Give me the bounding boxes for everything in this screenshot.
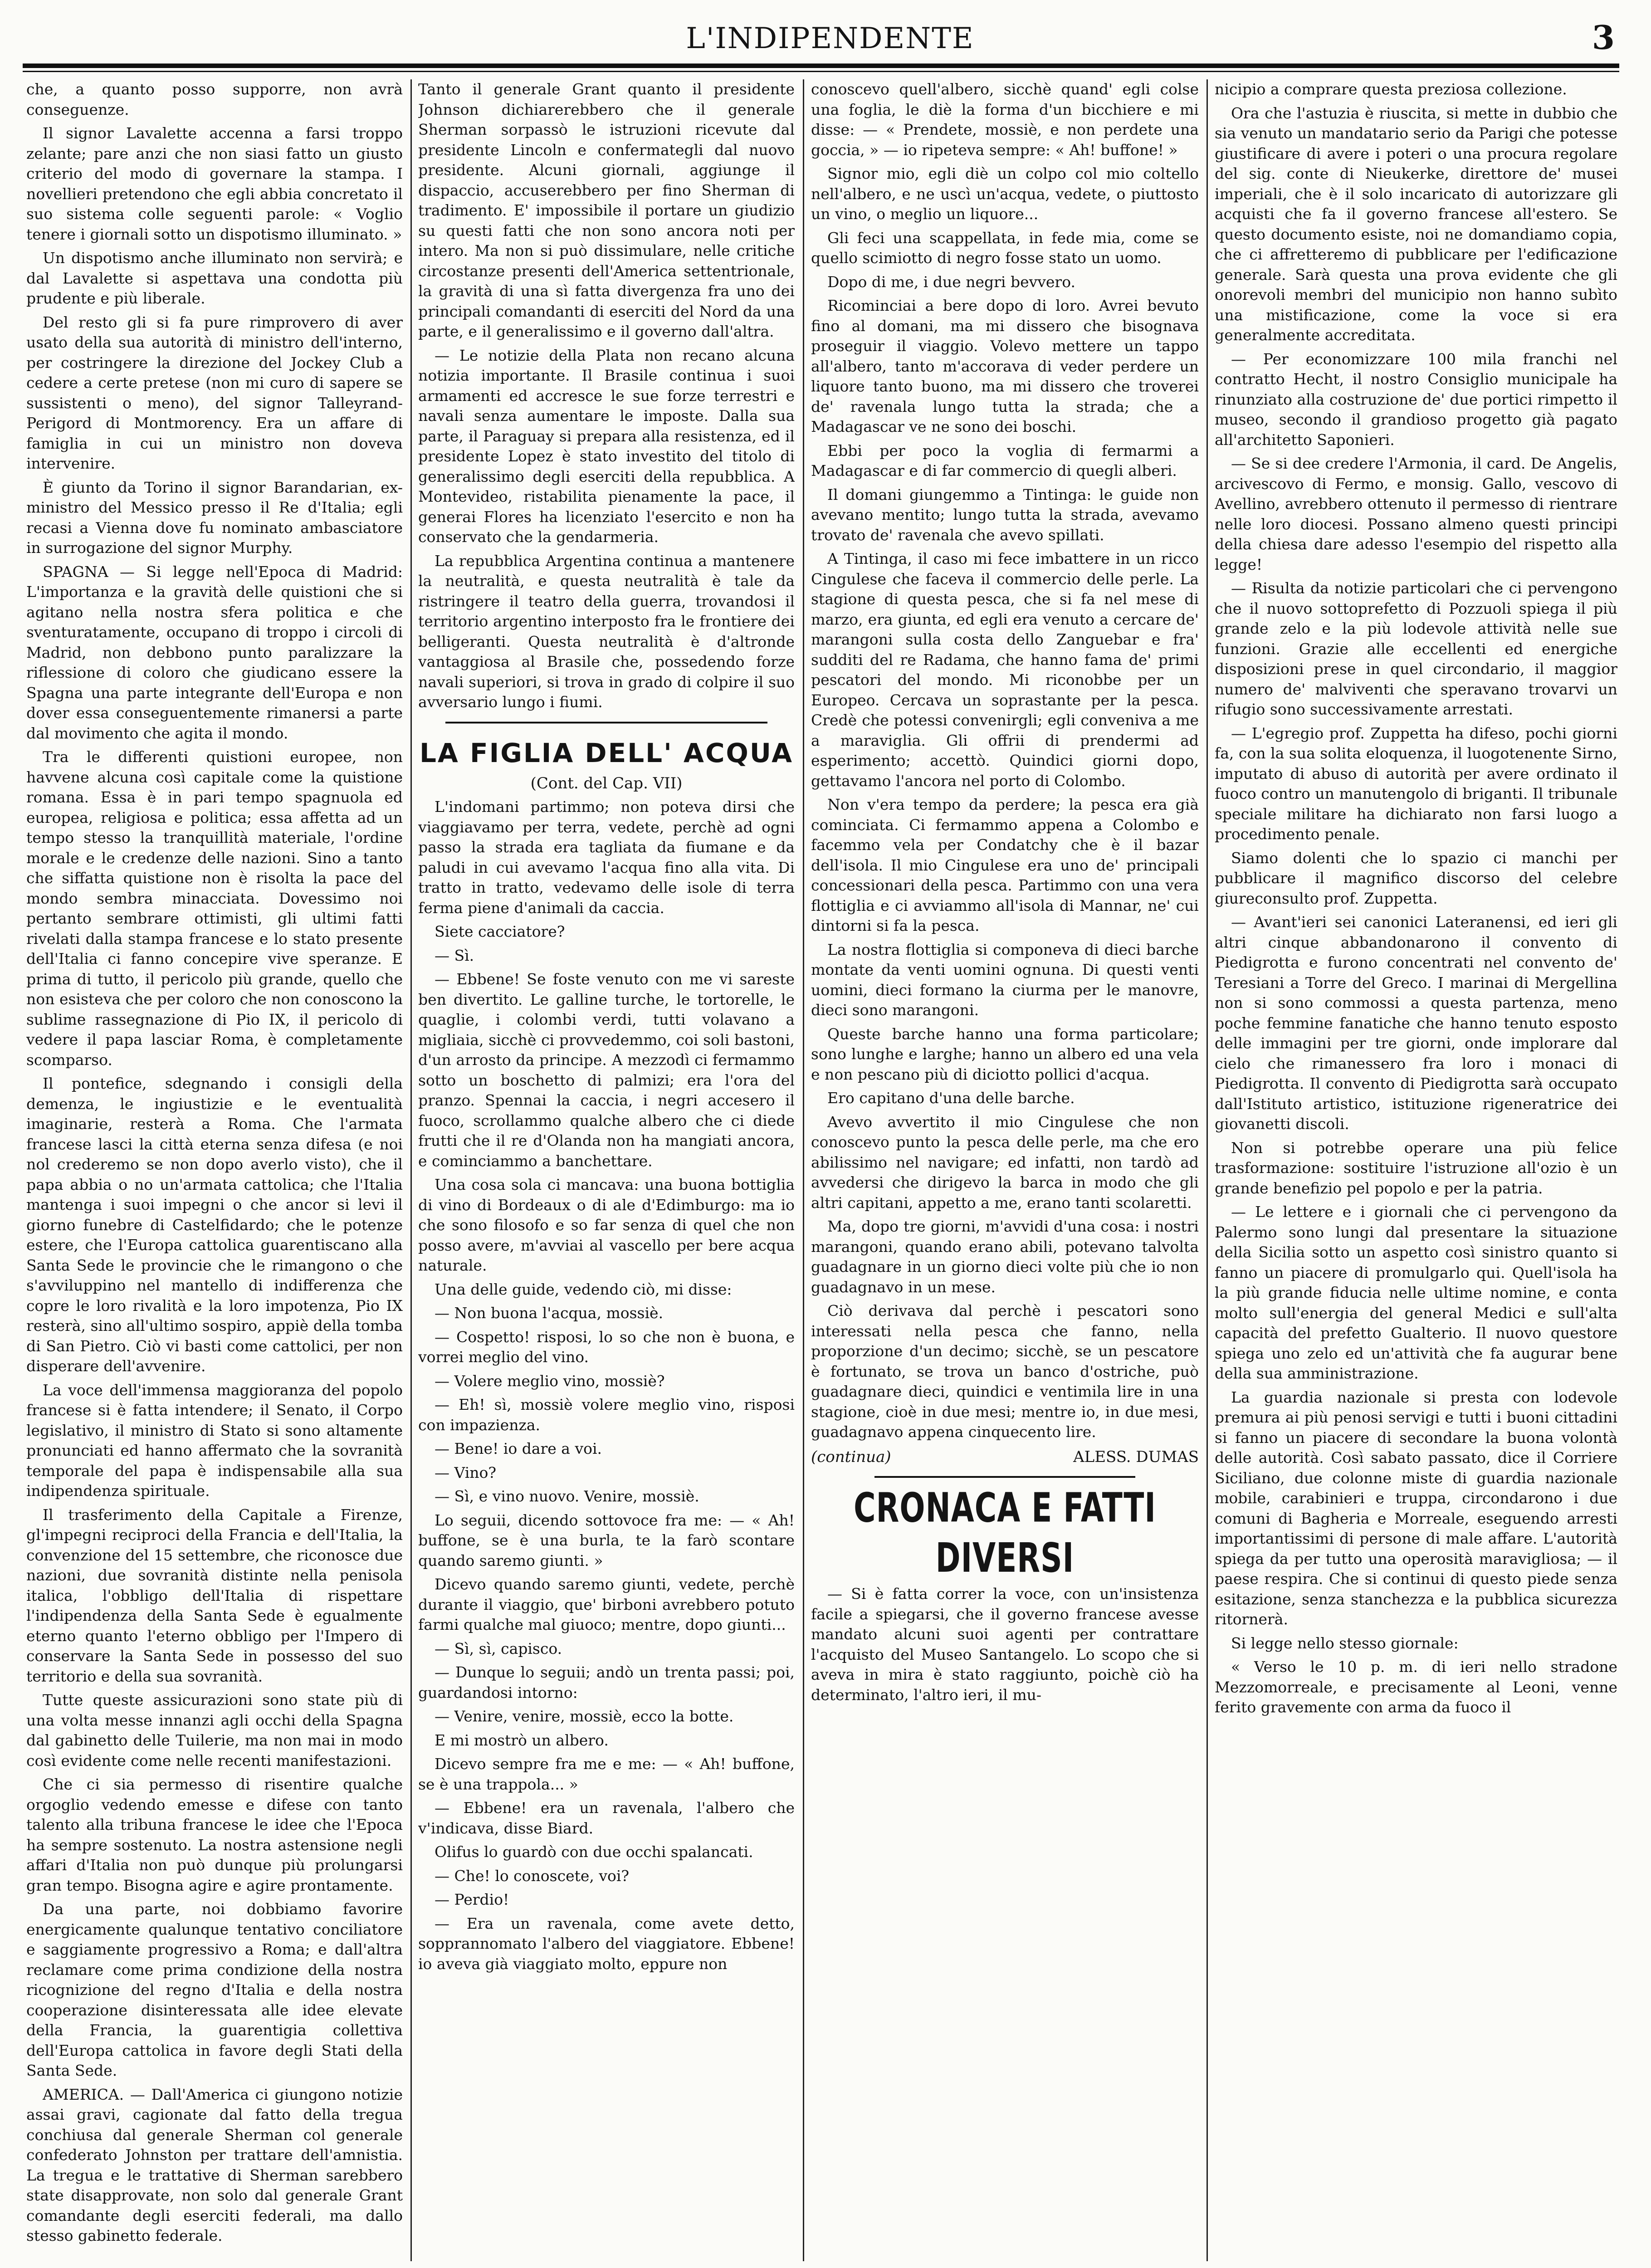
paragraph: — Bene! io dare a voi.: [435, 1440, 602, 1457]
paragraph: che, a quanto posso supporre, non avrà conseguenze.: [26, 80, 403, 118]
paragraph: — L'egregio prof. Zuppetta ha difeso, pochi giorni fa, con la sua solita eloquenza, il luogotenente Sirno, imputato di abuso di autorità per avere ordinato il fuoco contro un manutengolo di briganti. Il tribunale speciale militare ha dichiarato non farsi luogo a procedimento penale.: [1215, 724, 1617, 843]
paragraph: Da una parte, noi dobbiamo favorire energicamente qualunque tentativo conciliatore e saggiamente progressivo a Roma; e dall'altra reclamare come prima condizione della nostra ricognizione del regno d'Italia e della nostra cooperazione disinteressata alle idee elevate della Francia, la guarentigia collettiva dell'Europa cattolica in favore degli Stati della Santa Sede.: [26, 1900, 403, 2079]
paragraph: Non v'era tempo da perdere; la pesca era già cominciata. Ci fermammo appena a Colombo e facemmo vela per Condatchy che è il bazar dell'isola. Il mio Cingulese era uno de' principali concessionari della pesca. Partimmo con una vera flottiglia e ci avviammo all'isola di Mannar, ne' cui dintorni si fa la pesca.: [811, 796, 1199, 934]
paragraph: Ma, dopo tre giorni, m'avvidi d'una cosa: i nostri marangoni, quando erano abili, potevano talvolta guadagnare in un giorno dieci volte più che io non guadagnavo in un mese.: [811, 1217, 1199, 1296]
paragraph: — Perdio!: [435, 1891, 509, 1908]
paragraph: — Era un ravenala, come avete detto, sopprannomato l'albero del viaggiatore. Ebbene! io aveva già viaggiato molto, eppure non: [418, 1914, 795, 1973]
paragraph: Avevo avvertito il mio Cingulese che non conoscevo punto la pesca delle perle, ma che ero abilissimo nel navigare; ed infatti, non tardò ad avvedersi che dirigevo la barca in modo che gli altri capitani, appetto a me, erano tanti scolaretti.: [811, 1113, 1199, 1212]
paragraph: Il pontefice, sdegnando i consigli della demenza, le ingiustizie e le eventualità imaginarie, resterà a Roma. Che l'armata francese lasci la città eterna senza difesa (e noi nol crederemo se non dopo averlo visto), che il papa abbia o no un'armata cattolica; che l'Italia mantenga i suoi impegni o che ancor si levi il giorno funebre di Castelfidardo; che le potenze estere, che l'Europa cattolica guarentiscano alla Santa Sede le provincie che le rimangono o che s'avviluppino nel mantello di indifferenza che copre le loro rivalità e la loro impotenza, Pio IX resterà, sino all'ultimo sospiro, appiè della tomba di San Pietro. Ciò vi basti come cattolici, per non disperare dell'avvenire.: [26, 1075, 403, 1375]
paragraph: Siete cacciatore?: [435, 923, 565, 940]
paragraph: Queste barche hanno una forma particolare; sono lunghe e larghe; hanno un albero ed una vela e non pescano più di diciotto pollici d'acqua.: [811, 1025, 1199, 1083]
paragraph: A Tintinga, il caso mi fece imbattere in un ricco Cingulese che faceva il commercio delle perle. La stagione di questa pesca, che si fa nel mese di marzo, era giunta, ed egli era venuto a cercare de' marangoni sulla costa dello Zanguebar e fra' sudditi del re Radama, che hanno fama de' primi pescatori del mondo. Mi riconobbe per un Europeo. Cercava un soprastante per la pesca. Credè che potessi convenirgli; egli conveniva a me a maraviglia. Gli offrii di prendermi ad esperimento; accettò. Quindici giorni dopo, gettavamo l'ancora nel porto di Colombo.: [811, 550, 1199, 790]
paragraph: AMERICA. — Dall'America ci giungono notizie assai gravi, cagionate dal fatto della tregua conchiusa dal generale Sherman col generale confederato Johnston per trattare dell'amnistia. La tregua e le trattative di Sherman sarebbero state disapprovate, non solo dal generale Grant comandante degli eserciti federali, ma dallo stesso gabinetto federale.: [26, 2085, 403, 2244]
paragraph: — Sì.: [435, 946, 474, 964]
paragraph: Lo seguii, dicendo sottovoce fra me: — « Ah! buffone, se è una burla, te la farò scontare quando saremo giunti. »: [418, 1511, 795, 1569]
column-2: [418, 79, 795, 2257]
paragraph: conoscevo quell'albero, sicchè quand' egli colse una foglia, le diè la forma d'un bicchiere e mi disse: — « Prendete, mossiè, e non perdete una goccia, » — io ripeteva sempre: « Ah! buffone! »: [811, 80, 1199, 159]
paragraph: — Ebbene! era un ravenala, l'albero che v'indicava, disse Biard.: [418, 1799, 795, 1837]
paragraph: — Le notizie della Plata non recano alcuna notizia importante. Il Brasile continua i suoi armamenti ed accresce le sue forze terrestri e navali senza aumentare le imposte. Dalla sua parte, il Paraguay si prepara alla resistenza, ed il presidente Lopez è stato investito del titolo di generalissimo degli eserciti della repubblica. A Montevideo, ristabilita pienamente la pace, il generai Flores ha licenziato l'esercito e non ha conservato che la gendarmeria.: [418, 346, 795, 546]
paragraph: — Sì, e vino nuovo. Venire, mossiè.: [435, 1487, 699, 1505]
paragraph: — Ebbene! Se foste venuto con me vi sareste ben divertito. Le galline turche, le tortorelle, le quaglie, i colombi verdi, tutti volavano a migliaia, sicchè ci provvedemmo, coi soli bastoni, d'un arrosto da principe. A mezzodì ci fermammo sotto un boschetto di palmizi; era l'ora del pranzo. Spennai la caccia, i negri accesero il fuoco, scrollammo qualche albero che ci diede frutti che il re d'Olanda non ha mangiati ancora, e cominciammo a banchettare.: [418, 970, 795, 1170]
paragraph: Una delle guide, vedendo ciò, mi disse:: [435, 1280, 732, 1298]
paragraph: La voce dell'immensa maggioranza del popolo francese si è fatta intendere; il Senato, il Corpo legislativo, il ministro di Stato si sono altamente pronunciati ed hanno affermato che la sovranità temporale del papa è indispensabile alla sua indipendenza spirituale.: [26, 1381, 403, 1500]
paragraph: Un dispotismo anche illuminato non servirà; e dal Lavalette si aspettava una condotta più prudente e più liberale.: [26, 249, 403, 307]
paragraph: SPAGNA — Si legge nell'Epoca di Madrid: L'importanza e la gravità delle quistioni che si agitano nella nostra sfera politica e che sventuratamente, occupano di troppo i circoli di Madrid, non debbono punto paralizzare la riflessione di coloro che giudicano essere la Spagna una parte integrante dell'Europa e non dover essa conseguentemente rimanersi a parte dal movimento che agita il mondo.: [26, 562, 403, 742]
paragraph: L'indomani partimmo; non poteva dirsi che viaggiavamo per terra, vedete, perchè ad ogni passo la strada era tagliata da fiumane e da paludi in cui avevamo l'acqua fino alla vita. Di tratto in tratto, vedevamo delle isole di terra ferma piene d'animali da caccia.: [418, 798, 795, 917]
paragraph: Una cosa sola ci mancava: una buona bottiglia di vino di Bordeaux o di ale d'Edimburgo: ma io che sono filosofo e so far senza di quel che non posso avere, m'avviai al vascello per bere acqua naturale.: [418, 1176, 795, 1274]
column-1: [26, 79, 403, 2257]
paragraph: — Cospetto! risposi, lo so che non è buona, e vorrei meglio del vino.: [418, 1328, 795, 1366]
paragraph: Ebbi per poco la voglia di fermarmi a Madagascar e di far commercio di quegli alberi.: [811, 441, 1199, 479]
author-name: ALESS. DUMAS: [1073, 1447, 1199, 1466]
paragraph: — Avant'ieri sei canonici Lateranensi, ed ieri gli altri cinque abbandonarono il convento di Piedigrotta e furono concentrati nel convento de' Teresiani a Torre del Greco. I marinai di Mergellina non si sono commossi a questa partenza, meno poche femmine fanatiche che hanno tenuto esposto delle immagini per tre giorni, onde implorare dal cielo che rimanessero fra loro i monaci di Piedigrotta. Il convento di Piedigrotta sarà occupato dall'Istituto artistico, istituzione rigeneratrice dei giovanetti discoli.: [1215, 913, 1617, 1133]
paragraph: La repubblica Argentina continua a mantenere la neutralità, e questa neutralità è tale da ristringere il teatro della guerra, trovandosi il territorio argentino interposto fra le frontiere dei belligeranti. Questa neutralità è d'altronde vantaggiosa al Brasile che, possedendo forze navali superiori, si trova in grado di colpire il suo avversario lungo i fiumi.: [418, 552, 795, 711]
header-rule-thick: [23, 64, 1619, 68]
paragraph: « Verso le 10 p. m. di ieri nello stradone Mezzomorreale, e precisamente al Leoni, venne ferito gravemente con arma da fuoco il: [1215, 1658, 1617, 1716]
paragraph: — Le lettere e i giornali che ci pervengono da Palermo sono lungi dal presentare la situazione della Sicilia sotto un aspetto così sinistro quanto si fanno un piacere di promulgarlo qui. Quell'isola ha la più grande fiducia nelle ultime nomine, e conta molto sull'energia del general Medici e sull'alta capacità del prefetto Gualterio. Il nuovo questore spiega uno zelo ed un'attività che fa augurar bene della sua amministrazione.: [1215, 1203, 1617, 1382]
paragraph: Il domani giungemmo a Tintinga: le guide non avevano mentito; lungo tutta la strada, avevamo trovato de' ravenala che avevo spillati.: [811, 485, 1199, 544]
paragraph: — Venire, venire, mossiè, ecco la botte.: [435, 1707, 734, 1725]
paragraph: — Vino?: [435, 1463, 497, 1481]
paragraph: nicipio a comprare questa preziosa collezione.: [1215, 80, 1567, 98]
paragraph: Si legge nello stesso giornale:: [1231, 1634, 1459, 1652]
header-rule-thin: [23, 71, 1619, 72]
paragraph: Del resto gli si fa pure rimprovero di aver usato della sua autorità di ministro dell'interno, per costringere la direzione del Jockey Club a cedere a certe pretese (non mi curo di sapere se sussistenti o meno), del signor Talleyrand-Perigord di Montmorency. Era un affare di famiglia in cui un ministro non doveva intervenire.: [26, 313, 403, 472]
paragraph: Ciò derivava dal perchè i pescatori sono interessati nella pesca che fanno, nella proporzione d'un decimo; sicchè, se un pescatore è fortunato, se trova un banco d'ostriche, può guadagnare dieci, quindici e ventimila lire in una stagione, cioè in due mesi; mentre io, in due mesi, guadagnavo appena cinquecento lire.: [811, 1302, 1199, 1441]
paragraph: Tanto il generale Grant quanto il presidente Johnson dichiarerebbero che il generale Sherman sorpassò le istruzioni ricevute dal presidente Lincoln e confermategli dal nuovo presidente. Alcuni giornali, aggiunge il dispaccio, accuserebbero per fino Sherman di tradimento. E' impossibile il portare un giudizio su questi fatti che non sono ancora noti per intero. Ma non si può dissimulare, nelle critiche circostanze presenti dell'America settentrionale, la gravità di una sì fatta divergenza fra uno dei principali comandanti di eserciti del Nord da una parte, e il generalissimo e il governo dall'altra.: [418, 80, 795, 340]
newspaper-title: L'INDIPENDENTE: [686, 22, 974, 55]
paragraph: Dopo di me, i due negri bevvero.: [827, 273, 1075, 291]
paragraph: — Non buona l'acqua, mossiè.: [435, 1304, 664, 1322]
feuilleton-title: LA FIGLIA DELL' ACQUA: [419, 737, 794, 768]
feuilleton-separator: [445, 722, 767, 723]
paragraph: E mi mostrò un albero.: [435, 1731, 609, 1749]
paragraph: — Per economizzare 100 mila franchi nel contratto Hecht, il nostro Consiglio municipale ha rinunziato alla costruzione de' due portici rimpetto il museo, secondo il grandioso progetto già pagato all'architetto Saponieri.: [1215, 350, 1617, 449]
paragraph: È giunto da Torino il signor Barandarian, ex-ministro del Messico presso il Re d'Italia; egli recasi a Vienna dove fu nominato ambasciatore in surrogazione del signor Murphy.: [26, 478, 403, 557]
paragraph: Dicevo quando saremo giunti, vedete, perchè durante il viaggio, que' birboni avrebbero potuto farmi qualche mal giuoco; mentre, dopo giunti...: [418, 1575, 795, 1633]
feuilleton-signature: [811, 1447, 1199, 1467]
column-4: [1215, 79, 1617, 2257]
cronaca-title: CRONACA E FATTI DIVERSI: [854, 1484, 1156, 1582]
paragraph: Signor mio, egli diè un colpo col mio coltello nell'albero, e ne uscì un'acqua, vedete, o piuttosto un vino, o meglio un liquore...: [811, 165, 1199, 223]
paragraph: La guardia nazionale si presta con lodevole premura ai più penosi servigi e tutti i buoni cittadini si fanno un piacere di secondare la buona volontà delle autorità. Così sabato passato, dice il Corriere Siciliano, due colonne miste di guardia nazionale mobile, carabinieri e truppa, circondarono i due comuni di Bagheria e Morreale, eseguendo arresti importantissimi di persone di male affare. L'autorità spiega da per tutto una operosità maravigliosa; — il paese respira. Che si continui di questo piede senza esitazione, senza stanchezza e la pubblica sicurezza ritornerà.: [1215, 1388, 1617, 1628]
paragraph: — Se si dee credere l'Armonia, il card. De Angelis, arcivescovo di Fermo, e monsig. Gallo, vescovo di Avellino, avrebbero ottenuto il permesso di rientrare nelle loro diocesi. Possano almeno questi principi della chiesa dare adesso l'esempio del rispetto alla legge!: [1215, 455, 1617, 573]
continued-note: (continua): [811, 1447, 891, 1466]
paragraph: Gli feci una scappellata, in fede mia, come se quello scimiotto di negro fosse stato un uomo.: [811, 229, 1199, 267]
cronaca-separator: [874, 1476, 1135, 1478]
column-divider-2: [803, 79, 804, 2261]
paragraph: — Risulta da notizie particolari che ci pervengono che il nuovo sottoprefetto di Pozzuoli spiega il più grande zelo e la più lodevole attività nelle sue funzioni. Grazie alle eccellenti ed energiche disposizioni prese in quel circondario, il maggior numero de' malviventi che speravano trovarvi un rifugio sono successivamente arrestati.: [1215, 579, 1617, 718]
paragraph: — Volere meglio vino, mossiè?: [435, 1372, 665, 1390]
paragraph: Che ci sia permesso di risentire qualche orgoglio vedendo emesse e difese con tanto talento alla tribuna francese le idee che l'Epoca ha sempre sostenuto. La nostra astensione negli affari d'Italia non può dunque più prolungarsi gran tempo. Bisogna agire e agire prontamente.: [26, 1775, 403, 1894]
paragraph: Il signor Lavalette accenna a farsi troppo zelante; pare anzi che non siasi fatto un giusto criterio del modo di governare la stampa. I novellieri pretendono che egli abbia concretato il suo sistema colle seguenti parole: « Voglio tenere i giornali sotto un dispotismo illuminato. »: [26, 124, 403, 243]
paragraph: Il trasferimento della Capitale a Firenze, gl'impegni reciproci della Francia e dell'Italia, la convenzione del 15 settembre, che riconosce due nazioni, due sovranità distinte nella penisola italica, l'obbligo dell'Italia di rispettare l'indipendenza della Santa Sede è egualmente eterno quanto l'eterno obbligo per l'Impero di conservare la Santa Sede in possesso del suo territorio e della sua sovranità.: [26, 1505, 403, 1685]
paragraph: Non si potrebbe operare una più felice trasformazione: sostituire l'istruzione all'ozio è un grande benefizio pel popolo e per la patria.: [1215, 1139, 1617, 1197]
paragraph: Ero capitano d'una delle barche.: [827, 1089, 1075, 1107]
paragraph: Siamo dolenti che lo spazio ci manchi per pubblicare il magnifico discorso del celebre giureconsulto prof. Zuppetta.: [1215, 849, 1617, 907]
paragraph: Dicevo sempre fra me e me: — « Ah! buffone, se è una trappola... »: [418, 1755, 795, 1793]
paragraph: Olifus lo guardò con due occhi spalancati.: [435, 1843, 753, 1861]
paragraph: Ricominciai a bere dopo di loro. Avrei bevuto fino al domani, ma mi dissero che bisognava proseguir il viaggio. Volevo mettere un tappo all'albero, tanto m'accorava di veder perdere un liquore tanto buono, ma mi dissero che troverei de' ravenala lungo tutta la strada; che a Madagascar ve ne sono dei boschi.: [811, 297, 1199, 435]
paragraph: Tra le differenti quistioni europee, non havvene alcuna così capitale come la quistione romana. Essa è in pari tempo spagnuola ed europea, religiosa e politica; essa affetta ad un tempo stesso la tranquillità materiale, l'ordine morale e le credenze delle nazioni. Sino a tanto che siffatta quistione non è risolta la pace del mondo sembra minacciata. Dovessimo noi pertanto sembrare ottimisti, gli ultimi fatti rivelati dalla stampa francese e lo stato presente dell'Italia ci fanno concepire vive speranze. E prima di tutto, il pericolo più grande, quello che non esisteva che per coloro che non conoscono la sublime rassegnazione di Pio IX, il pericolo di vedere il papa lasciar Roma, è completamente scomparso.: [26, 748, 403, 1069]
paragraph: — Dunque lo seguii; andò un trenta passi; poi, guardandosi intorno:: [418, 1663, 795, 1701]
page-number: 3: [1592, 18, 1615, 57]
paragraph: — Che! lo conoscete, voi?: [435, 1867, 630, 1885]
column-divider-1: [410, 79, 412, 2261]
paragraph: — Si è fatta correr la voce, con un'insistenza facile a spiegarsi, che il governo francese avesse mandato alcuni suoi agenti per contrattare l'acquisto del Museo Santangelo. Lo scopo che si aveva in mira è stato raggiunto, poichè ciò ha determinato, l'altro ieri, il mu-: [811, 1585, 1199, 1704]
paragraph: — Eh! sì, mossiè volere meglio vino, risposi con impazienza.: [418, 1396, 795, 1434]
column-divider-3: [1206, 79, 1208, 2261]
feuilleton-subtitle: (Cont. del Cap. VII): [530, 774, 683, 792]
paragraph: La nostra flottiglia si componeva di dieci barche montate da venti uomini ognuna. Di questi venti uomini, dieci formano la ciurma per le manovre, dieci sono marangoni.: [811, 940, 1199, 1019]
paragraph: — Sì, sì, capisco.: [435, 1639, 562, 1657]
paragraph: Tutte queste assicurazioni sono state più di una volta messe innanzi agli occhi della Spagna dal gabinetto delle Tuilerie, ma non mai in modo così evidente come nelle recenti manifestazioni.: [26, 1691, 403, 1769]
column-3: [811, 79, 1199, 2257]
paragraph: Ora che l'astuzia è riuscita, si mette in dubbio che sia venuto un mandatario serio da Parigi che potesse giustificare di avere i poteri o una procura regolare del sig. conte di Nieukerke, direttore de' musei imperiali, che è il solo incaricato di autorizzare gli acquisti che fa il governo francese all'estero. Se questo documento esiste, noi ne domandiamo copia, che ci affretteremo di pubblicare per l'edificazione generale. Sarà questa una prova evidente che gli onorevoli membri del municipio non hanno subìto una mistificazione, come la voce si era generalmente accreditata.: [1215, 104, 1617, 344]
